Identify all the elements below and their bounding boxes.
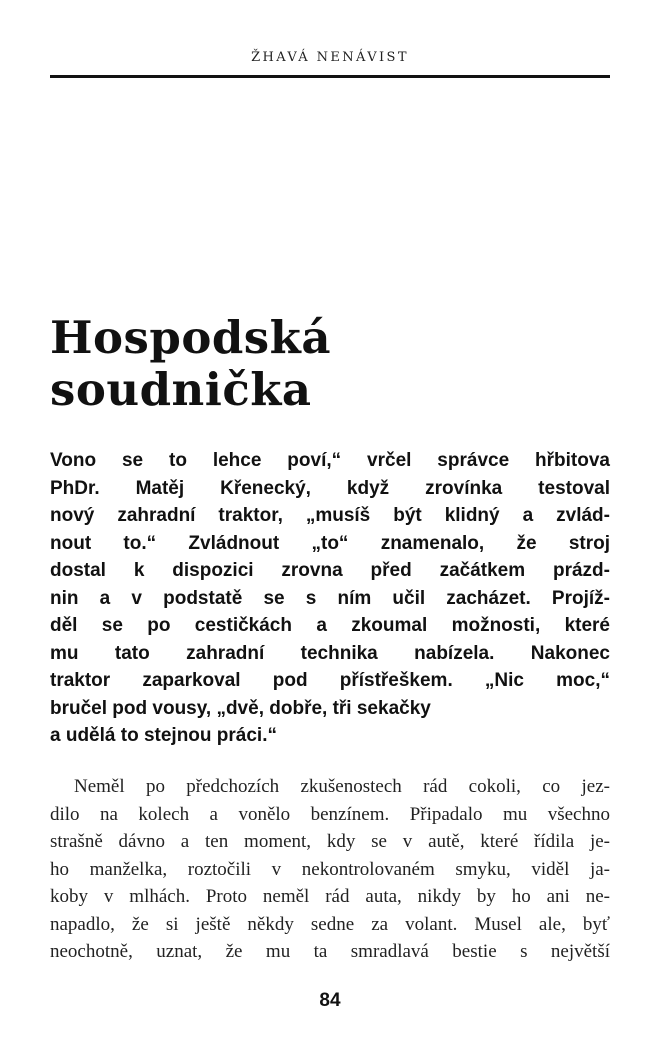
- lead-paragraph: [50, 447, 610, 750]
- lead-line: a udělá to stejnou práci.“: [50, 725, 277, 746]
- lead-line: nout to.“ Zvládnout „to“ znamenalo, že stroj: [50, 532, 610, 554]
- body-line: napadlo, že si ještě někdy sedne za volant. Musel ale, byť: [50, 913, 610, 935]
- lead-line: bručel pod vousy, „dvě, dobře, tři sekačky: [50, 697, 431, 719]
- lead-line: mu tato zahradní technika nabízela. Nakonec: [50, 642, 610, 664]
- lead-line: traktor zaparkoval pod přístřeškem. „Nic moc,“: [50, 670, 610, 691]
- lead-line: děl se po cestičkách a zkoumal možnosti, které: [50, 615, 610, 636]
- running-header: ŽHAVÁ NENÁVIST: [251, 50, 409, 65]
- body-line: koby v mlhách. Proto neměl rád auta, nikdy by ho ani ne-: [50, 886, 610, 907]
- body-line: ho manželka, roztočili v nekontrolovaném smyku, viděl ja-: [50, 858, 610, 880]
- body-line: dilo na kolech a vonělo benzínem. Připadalo mu všechno: [50, 803, 610, 825]
- body-line: strašně dávno a ten moment, kdy se v autě, které řídila je-: [50, 831, 610, 852]
- lead-line: nin a v podstatě se s ním učil zacházet. Projíž-: [50, 587, 610, 609]
- chapter-title-line: Hospodská: [50, 311, 331, 364]
- chapter-title: [50, 312, 610, 416]
- body-paragraph: [50, 773, 610, 966]
- header-rule: [50, 75, 610, 78]
- lead-line: PhDr. Matěj Křenecký, když zrovínka testoval: [50, 477, 610, 499]
- lead-line: nový zahradní traktor, „musíš být klidný a zvlád-: [50, 505, 610, 526]
- chapter-title-line: soudnička: [50, 363, 312, 416]
- lead-line: Vono se to lehce poví,“ vrčel správce hřbitova: [50, 450, 610, 471]
- body-line: neochotně, uznat, že mu ta smradlavá bestie s největší: [50, 941, 610, 962]
- body-line: Neměl po předchozích zkušenostech rád cokoli, co jez-: [74, 776, 610, 797]
- lead-line: dostal k dispozici zrovna před začátkem prázd-: [50, 560, 610, 581]
- page-number: 84: [319, 990, 341, 1011]
